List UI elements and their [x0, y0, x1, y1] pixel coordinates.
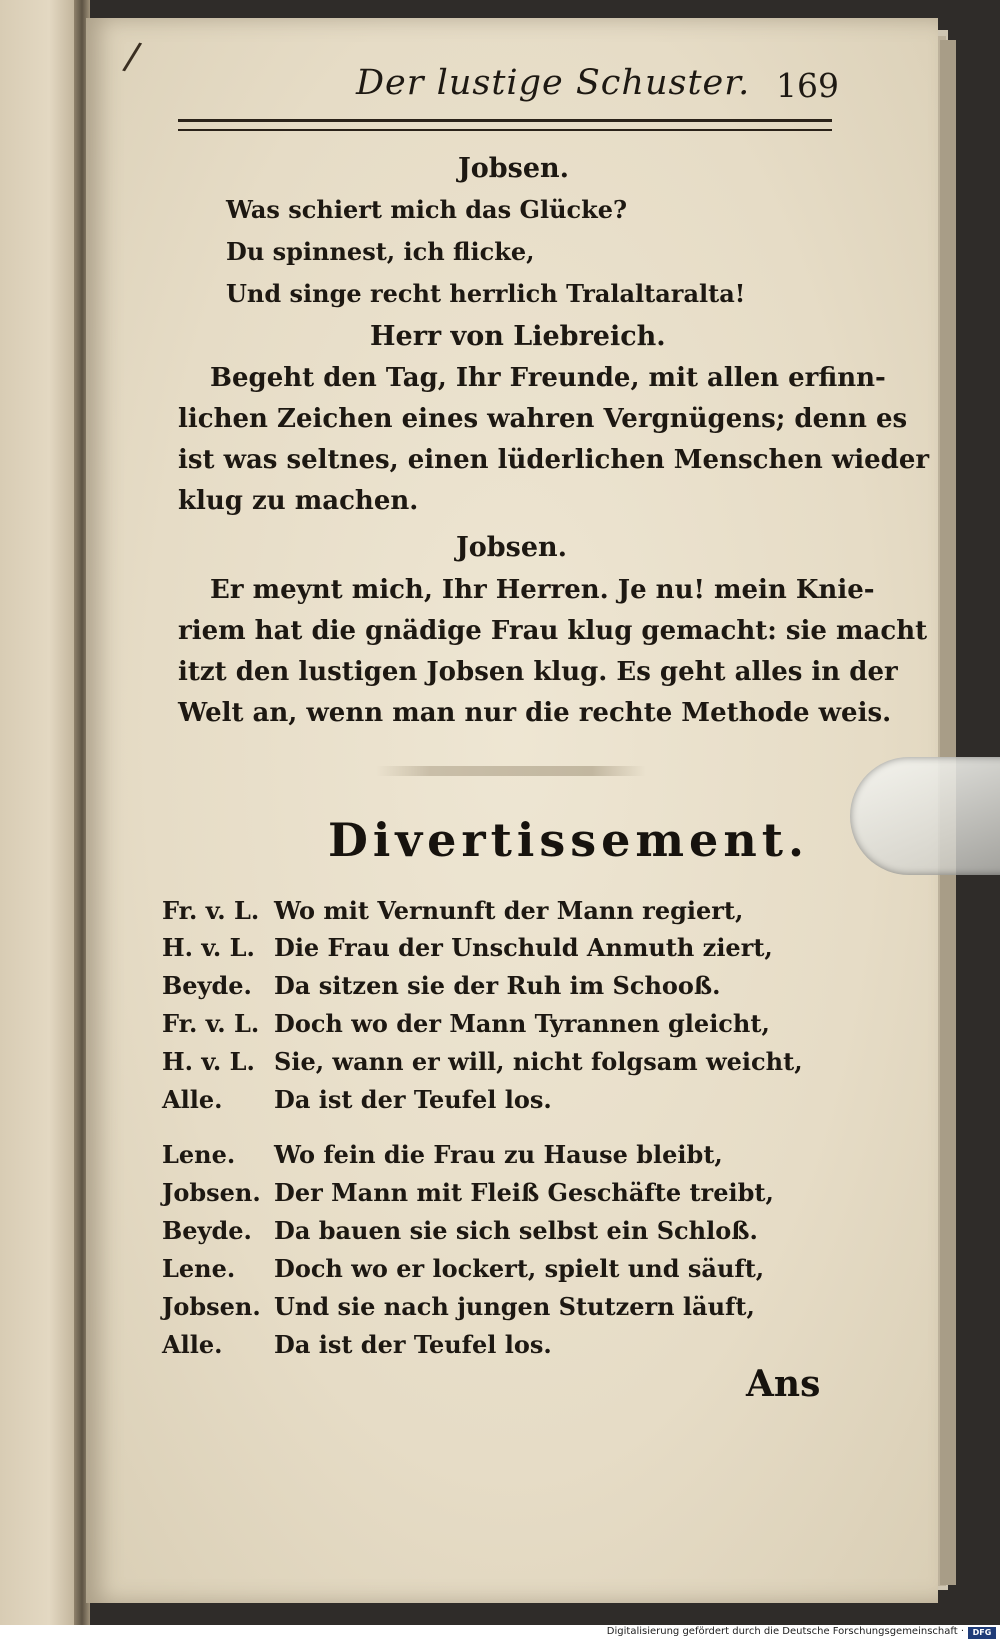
head-rule: [178, 119, 832, 131]
role-label: Alle.: [162, 1085, 223, 1114]
speaker-herr-von-liebreich: Herr von Liebreich.: [370, 321, 666, 352]
left-page-edge: [0, 0, 82, 1641]
verse-row: [162, 1292, 842, 1330]
prose-line: riem hat die gnädige Frau klug gemacht: sie macht: [178, 616, 928, 646]
verse-text: Der Mann mit Fleiß Geschäfte treibt,: [274, 1178, 774, 1207]
verse-text: Da ist der Teufel los.: [274, 1330, 552, 1359]
role-label: Jobsen.: [162, 1292, 261, 1321]
section-title: Divertissement.: [328, 813, 810, 867]
verse-text: Da sitzen sie der Ruh im Schooß.: [274, 971, 721, 1000]
role-label: Beyde.: [162, 1216, 252, 1245]
verse-text: Doch wo der Mann Tyrannen gleicht,: [274, 1009, 770, 1038]
role-label: Fr. v. L.: [162, 1009, 260, 1038]
verse-line: Du spinnest, ich flicke,: [226, 237, 535, 266]
catchword: Ans: [746, 1363, 821, 1405]
role-label: Lene.: [162, 1254, 236, 1283]
verse-row: [162, 1009, 842, 1047]
dfg-logo: DFG: [968, 1627, 996, 1639]
verse-row: [162, 1254, 842, 1292]
running-head: Der lustige Schuster.: [356, 63, 751, 103]
verse-text: Und sie nach jungen Stutzern läuft,: [274, 1292, 755, 1321]
page-weight-glare: [850, 757, 1000, 875]
verse-text: Da bauen sie sich selbst ein Schloß.: [274, 1216, 758, 1245]
role-label: Jobsen.: [162, 1178, 261, 1207]
verse-row: [162, 1140, 842, 1178]
verse-text: Die Frau der Unschuld Anmuth ziert,: [274, 933, 773, 962]
speaker-jobsen-2: Jobsen.: [456, 532, 568, 563]
verse-row: [162, 1178, 842, 1216]
speaker-jobsen-1: Jobsen.: [458, 153, 570, 184]
prose-line: klug zu machen.: [178, 486, 419, 516]
verse-text: Doch wo er lockert, spielt und säuft,: [274, 1254, 765, 1283]
verse-text: Sie, wann er will, nicht folgsam weicht,: [274, 1047, 803, 1076]
page: [86, 18, 938, 1603]
prose-line: Er meynt mich, Ihr Herren. Je nu! mein Knie-: [210, 575, 875, 605]
verse-row: [162, 971, 842, 1009]
speech-jobsen: [178, 570, 928, 734]
prose-line: Begeht den Tag, Ihr Freunde, mit allen erfinn-: [210, 363, 886, 393]
speech-liebreich: [178, 358, 930, 522]
verse-row: [162, 1330, 842, 1368]
verse-text: Wo fein die Frau zu Hause bleibt,: [274, 1140, 723, 1169]
role-label: Beyde.: [162, 971, 252, 1000]
margin-mark: /: [120, 33, 144, 79]
verse-row: [162, 1216, 842, 1254]
verse-line: Was schiert mich das Glücke?: [226, 195, 628, 224]
prose-line: ist was seltnes, einen lüderlichen Menschen wieder: [178, 445, 930, 475]
role-label: H. v. L.: [162, 933, 255, 962]
verse-row: [162, 933, 842, 971]
verse-row: [162, 896, 842, 934]
role-label: Lene.: [162, 1140, 236, 1169]
prose-line: Welt an, wenn man nur die rechte Methode weis.: [178, 698, 892, 728]
digitization-credit: Digitalisierung gefördert durch die Deutsche Forschungsgemeinschaft ·: [606, 1626, 964, 1637]
role-label: Fr. v. L.: [162, 896, 260, 925]
role-label: H. v. L.: [162, 1047, 255, 1076]
verse-row: [162, 1047, 842, 1085]
ornament-rule: [376, 766, 646, 776]
prose-line: lichen Zeichen eines wahren Vergnügens; denn es: [178, 404, 908, 434]
verse-text: Wo mit Vernunft der Mann regiert,: [274, 896, 744, 925]
verse-text: Da ist der Teufel los.: [274, 1085, 552, 1114]
verse-line: Und singe recht herrlich Tralaltaralta!: [226, 279, 746, 308]
role-label: Alle.: [162, 1330, 223, 1359]
page-number: 169: [776, 66, 839, 105]
prose-line: itzt den lustigen Jobsen klug. Es geht alles in der: [178, 657, 898, 687]
verse-row: [162, 1085, 842, 1123]
